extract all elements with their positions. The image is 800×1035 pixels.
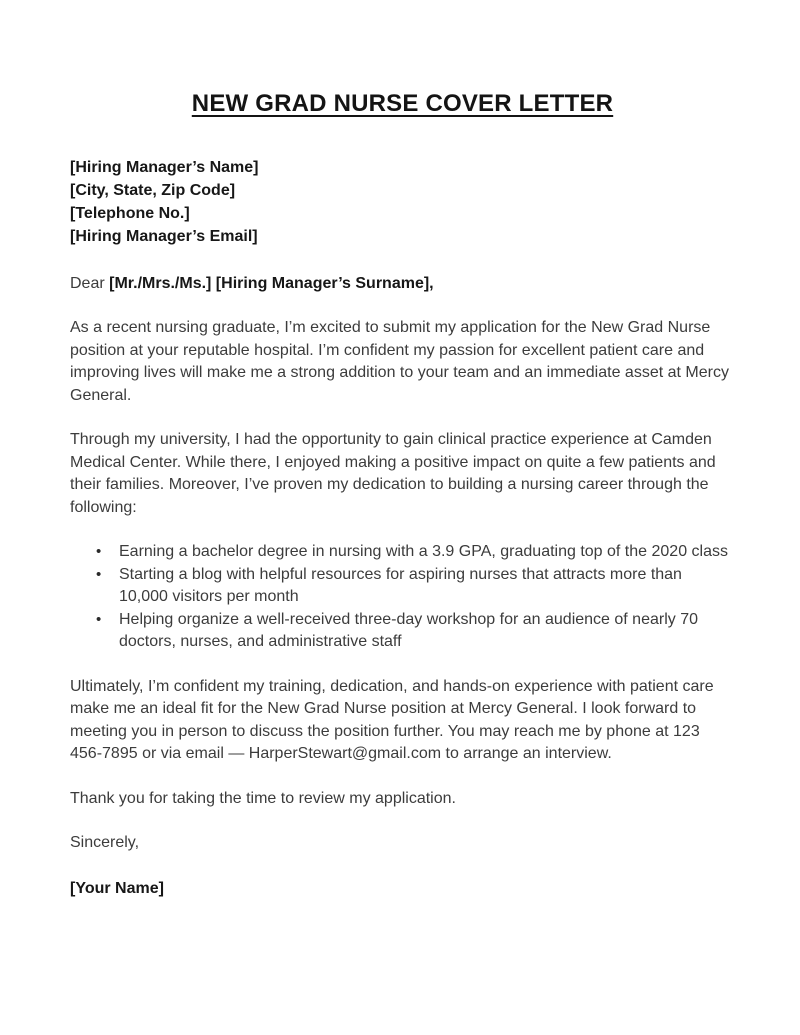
bullet-icon: • — [96, 543, 102, 560]
thank-you-line: Thank you for taking the time to review my application. — [70, 789, 456, 807]
sign-off: Sincerely, — [70, 834, 140, 851]
document-title — [70, 90, 735, 118]
signature-name: [Your Name] — [70, 879, 164, 897]
salutation-line — [70, 272, 735, 295]
list-item-text: Helping organize a well-received three-day workshop for an audience of nearly 70 doctors, nurses, and administrative staff — [119, 610, 698, 650]
salutation-bold-part: [Mr./Mrs./Ms.] [Hiring Manager’s Surname], — [109, 275, 434, 292]
salutation-prefix: Dear — [70, 275, 110, 292]
list-item — [96, 564, 735, 609]
body-paragraph-intro: As a recent nursing graduate, I’m excited to submit my application for the New Grad Nurse position at your reputable hospital. I’m confident my passion for excellent patient care and improving lives will make me a strong addition to your team and an immediate asset at Mercy General. — [70, 319, 729, 404]
recipient-line-city: [City, State, Zip Code] — [70, 182, 236, 199]
list-item — [96, 609, 735, 654]
list-item-text: Starting a blog with helpful resources for aspiring nurses that attracts more than 10,000 visitors per month — [119, 565, 682, 605]
body-paragraph-closing: Ultimately, I’m confident my training, dedication, and hands-on experience with patient care make me an ideal fit for the New Grad Nurse position at Mercy General. I look forward to meeting you in person to discuss the position further. You may reach me by phone at 123 456-7895 or via email — HarperStewart@gmail.com to arrange an interview. — [70, 677, 714, 762]
body-paragraph-experience: Through my university, I had the opportunity to gain clinical practice experience at Camden Medical Center. While there, I enjoyed making a positive impact on quite a few patients and their families. Moreover, I’ve proven my dedication to building a nursing career through the following: — [70, 431, 716, 516]
recipient-block — [70, 156, 735, 248]
list-item-text: Earning a bachelor degree in nursing with a 3.9 GPA, graduating top of the 2020 class — [119, 543, 728, 560]
document-title-text: NEW GRAD NURSE COVER LETTER — [191, 90, 614, 117]
bullet-icon: • — [96, 610, 102, 628]
recipient-line-phone: [Telephone No.] — [70, 205, 190, 222]
list-item — [96, 541, 735, 564]
bullet-icon: • — [96, 565, 102, 583]
recipient-line-email: [Hiring Manager’s Email] — [70, 228, 258, 245]
achievements-list — [70, 541, 735, 654]
recipient-line-name: [Hiring Manager’s Name] — [70, 159, 259, 176]
